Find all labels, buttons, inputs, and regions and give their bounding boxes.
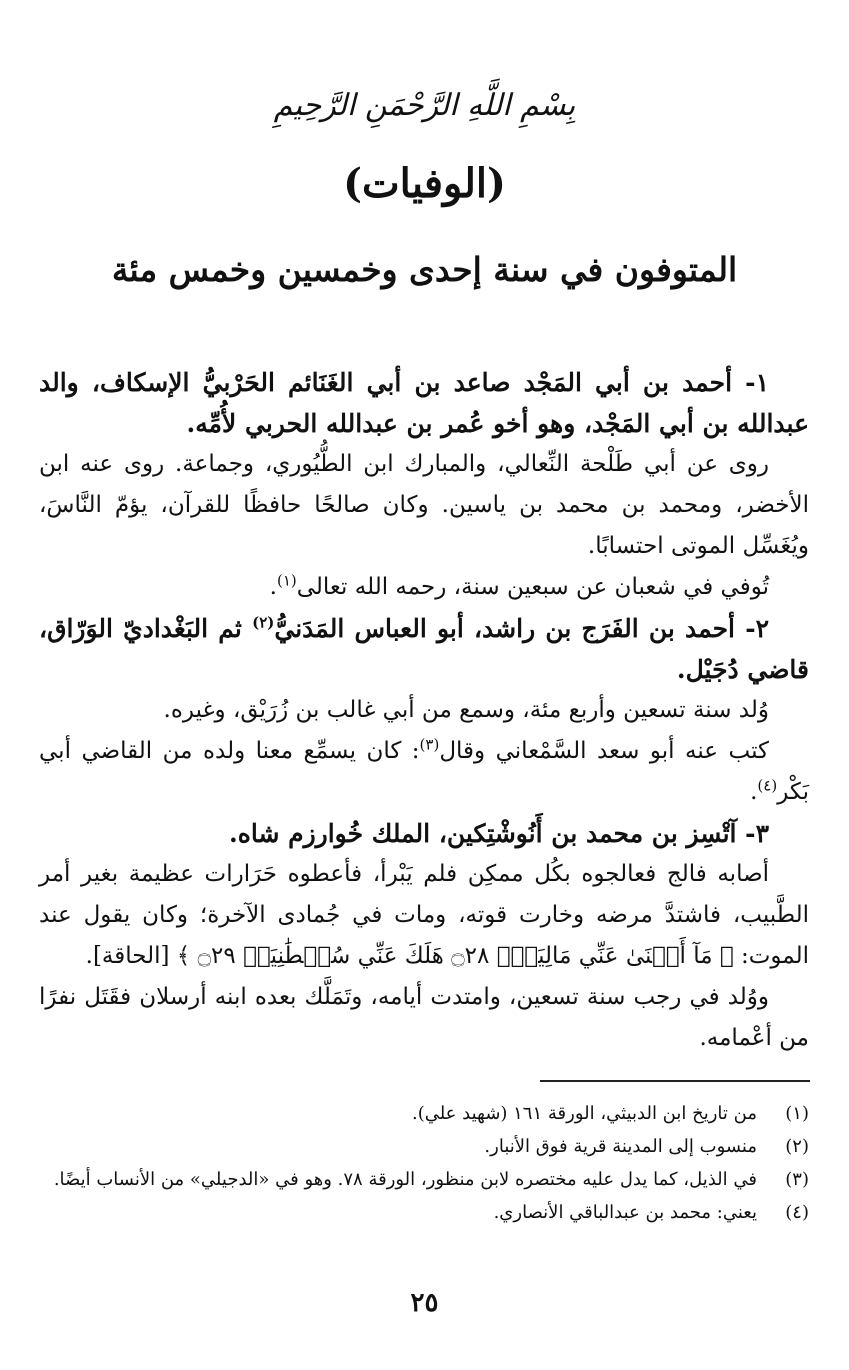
footnote-ref-1[interactable]: (١) [276, 571, 297, 590]
footnote-divider [540, 1080, 810, 1082]
footnote-number: (١) [785, 1103, 809, 1124]
section-title: (الوفيات) [343, 160, 506, 207]
entry-2-para-end: . [750, 779, 758, 805]
page-number: ٢٥ [410, 1288, 439, 1318]
entry-2-heading [39, 608, 809, 690]
entry-3-heading: ٣- آتْسِز بن محمد بن أَنُوشْتِكين، الملك خُوارزم شاه. [229, 819, 769, 848]
entry-3-illness-paragraph: أصابه فالج فعالجوه بكُل ممكِن فلم يَبْرأ، فأعطوه حَرَارات عظيمة بغير أمر الطَّبيب، فاشتدَّ مرضه وخارت قوته، ومات في جُمادى الآخرة؛ وكان يقول عند الموت: ﴿ مَآ أَغۡنَىٰ عَنِّي مَالِيَهۡۜ ۝٢٨ هَلَكَ عَنِّي سُلۡطَٰنِيَهۡ ۝٢٩ ﴾ [الحاقة]. [39, 861, 809, 969]
entry-1-death-end: . [269, 574, 277, 600]
footnote-number: (٤) [785, 1202, 809, 1223]
entry-2-heading-end: ثم البَغْداديّ الوَرّاق، قاضي دُجَيْل. [39, 614, 809, 684]
footnote-text: يعني: محمد بن عبدالباقي الأنصاري. [493, 1202, 757, 1223]
year-heading: المتوفون في سنة إحدى وخمسين وخمس مئة [111, 250, 738, 289]
footnote-3 [39, 1164, 809, 1195]
entry-3-birth-paragraph: ووُلد في رجب سنة تسعين، وامتدت أيامه، وتَمَلَّك بعده ابنه أرسلان فقَتَل نفرًا من أعْمامه. [39, 984, 809, 1051]
footnote-ref-4[interactable]: (٤) [757, 776, 778, 795]
footnote-number: (٢) [785, 1136, 809, 1157]
footnote-2 [39, 1131, 809, 1162]
entry-2-sam-ani-paragraph [39, 731, 809, 813]
entry-1-heading: ١- أحمد بن أبي المَجْد صاعد بن أبي الغَنَائم الحَرْبيُّ الإسكاف، والد عبدالله بن أبي المَجْد، وهو أخو عُمر بن عبدالله الحربي لأُمِّه. [39, 368, 809, 438]
footnote-ref-3[interactable]: (٣) [419, 735, 440, 754]
footnote-1 [39, 1098, 809, 1129]
basmala-calligraphy: بِسْمِ اللَّهِ الرَّحْمَنِ الرَّحِيمِ [273, 88, 576, 123]
entry-2-para-start: كتب عنه أبو سعد السَّمْعاني وقال [439, 738, 769, 764]
footnote-text: منسوب إلى المدينة قرية فوق الأنبار. [484, 1136, 757, 1157]
body-text [39, 362, 809, 1059]
footnote-text: من تاريخ ابن الدبيثي، الورقة ١٦١ (شهيد علي). [411, 1103, 757, 1124]
entry-1-death-text: تُوفي في شعبان عن سبعين سنة، رحمه الله تعالى [296, 574, 769, 600]
entry-2-heading-start: ٢- أحمد بن الفَرَج بن راشد، أبو العباس المَدَنيُّ [274, 614, 770, 643]
entry-1-paragraph: روى عن أبي طَلْحة النِّعالي، والمبارك ابن الطُّيُوري، وجماعة. روى عنه ابن الأخضر، ومحمد بن محمد بن ياسين. وكان صالحًا حافظًا للقرآن، يؤمّ النَّاسَ، ويُغَسِّل الموتى احتسابًا. [39, 451, 809, 559]
footnote-4 [39, 1197, 809, 1228]
footnote-ref-2[interactable]: (٢) [252, 613, 275, 632]
entry-2-para-middle: : كان يسمِّع معنا ولده من القاضي أبي بَكْر [39, 738, 809, 805]
entry-2-birth-paragraph: وُلد سنة تسعين وأربع مئة، وسمع من أبي غالب بن زُرَيْق، وغيره. [163, 697, 769, 723]
footnote-text: في الذيل، كما يدل عليه مختصره لابن منظور، الورقة ٧٨. وهو في «الدجيلي» من الأنساب أيضًا. [53, 1169, 757, 1190]
footnotes-section [39, 1098, 809, 1230]
footnote-number: (٣) [785, 1169, 809, 1190]
entry-1-death-paragraph [39, 567, 809, 608]
